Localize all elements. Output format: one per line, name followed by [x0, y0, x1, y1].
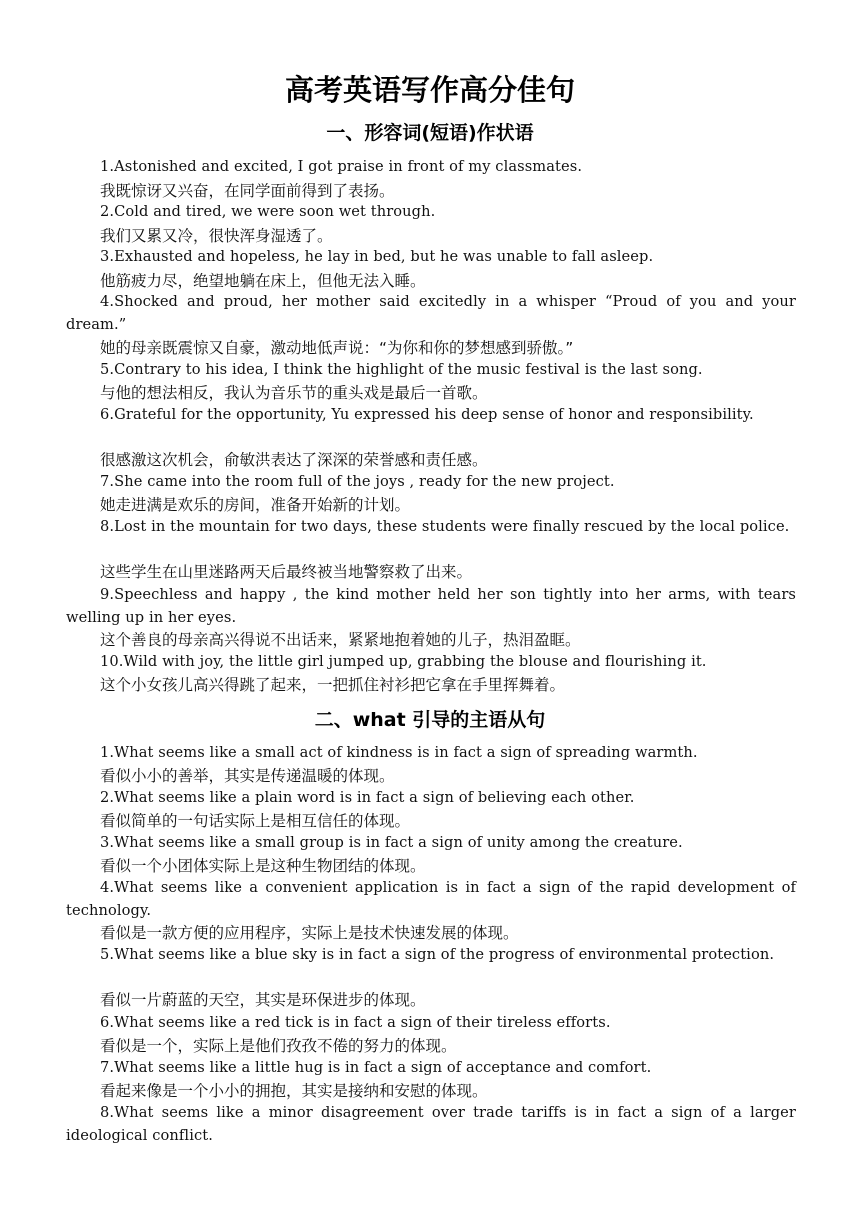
chinese-translation: 他筋疲力尽，绝望地躺在床上，但他无法入睡。 [100, 272, 426, 290]
english-sentence: 5.What seems like a blue sky is in fact a sign of the progress of environmental protection. [100, 946, 775, 963]
chinese-translation: 很感激这次机会，俞敏洪表达了深深的荣誉感和责任感。 [100, 451, 488, 469]
document-title: 高考英语写作高分佳句 [284, 73, 575, 107]
chinese-translation: 看似是一个，实际上是他们孜孜不倦的努力的体现。 [100, 1037, 457, 1055]
english-sentence: 4.Shocked and proud, her mother said excitedly in a whisper “Proud of you and your dream.” [66, 293, 796, 333]
english-sentence: 5.Contrary to his idea, I think the highlight of the music festival is the last song. [100, 361, 703, 378]
chinese-translation: 她的母亲既震惊又自豪，激动地低声说：“为你和你的梦想感到骄傲。” [100, 339, 574, 357]
english-sentence: 8.Lost in the mountain for two days, these students were finally rescued by the local police. [100, 518, 790, 535]
chinese-translation: 我们又累又冷，很快浑身湿透了。 [100, 227, 333, 245]
english-sentence: 9.Speechless and happy , the kind mother held her son tightly into her arms, with tears welling up in her eyes. [66, 586, 796, 626]
chinese-translation: 看似小小的善举，其实是传递温暖的体现。 [100, 767, 395, 785]
english-sentence: 8.What seems like a minor disagreement over trade tariffs is in fact a sign of a larger ideological conflict. [66, 1104, 796, 1144]
section-heading: 一、形容词(短语)作状语 [326, 122, 534, 144]
english-sentence: 2.Cold and tired, we were soon wet through. [100, 203, 436, 220]
chinese-translation: 看似一片蔚蓝的天空，其实是环保进步的体现。 [100, 991, 426, 1009]
section-heading: 二、what 引导的主语从句 [314, 709, 546, 731]
english-sentence: 1.Astonished and excited, I got praise in front of my classmates. [100, 158, 583, 175]
chinese-translation: 看起来像是一个小小的拥抱，其实是接纳和安慰的体现。 [100, 1082, 488, 1100]
english-sentence: 7.What seems like a little hug is in fact a sign of acceptance and comfort. [100, 1059, 652, 1076]
english-sentence: 3.What seems like a small group is in fact a sign of unity among the creature. [100, 834, 683, 851]
chinese-translation: 这个小女孩儿高兴得跳了起来，一把抓住衬衫把它拿在手里挥舞着。 [100, 676, 566, 694]
english-sentence: 3.Exhausted and hopeless, he lay in bed, but he was unable to fall asleep. [100, 248, 654, 265]
chinese-translation: 她走进满是欢乐的房间，准备开始新的计划。 [100, 496, 411, 514]
english-sentence: 7.She came into the room full of the joys , ready for the new project. [100, 473, 615, 490]
chinese-translation: 看似一个小团体实际上是这种生物团结的体现。 [100, 857, 426, 875]
chinese-translation: 与他的想法相反，我认为音乐节的重头戏是最后一首歌。 [100, 384, 488, 402]
chinese-translation: 看似是一款方便的应用程序，实际上是技术快速发展的体现。 [100, 924, 519, 942]
english-sentence: 10.Wild with joy, the little girl jumped up, grabbing the blouse and flourishing it. [100, 653, 707, 670]
english-sentence: 2.What seems like a plain word is in fact a sign of believing each other. [100, 789, 635, 806]
chinese-translation: 我既惊讶又兴奋，在同学面前得到了表扬。 [100, 182, 395, 200]
chinese-translation: 这个善良的母亲高兴得说不出话来，紧紧地抱着她的儿子，热泪盈眶。 [100, 631, 581, 649]
english-sentence: 4.What seems like a convenient application is in fact a sign of the rapid development of technology. [66, 879, 796, 919]
english-sentence: 1.What seems like a small act of kindness is in fact a sign of spreading warmth. [100, 744, 698, 761]
english-sentence: 6.What seems like a red tick is in fact a sign of their tireless efforts. [100, 1014, 611, 1031]
chinese-translation: 这些学生在山里迷路两天后最终被当地警察救了出来。 [100, 563, 473, 581]
chinese-translation: 看似简单的一句话实际上是相互信任的体现。 [100, 812, 411, 830]
english-sentence: 6.Grateful for the opportunity, Yu expressed his deep sense of honor and responsibility. [100, 406, 754, 423]
